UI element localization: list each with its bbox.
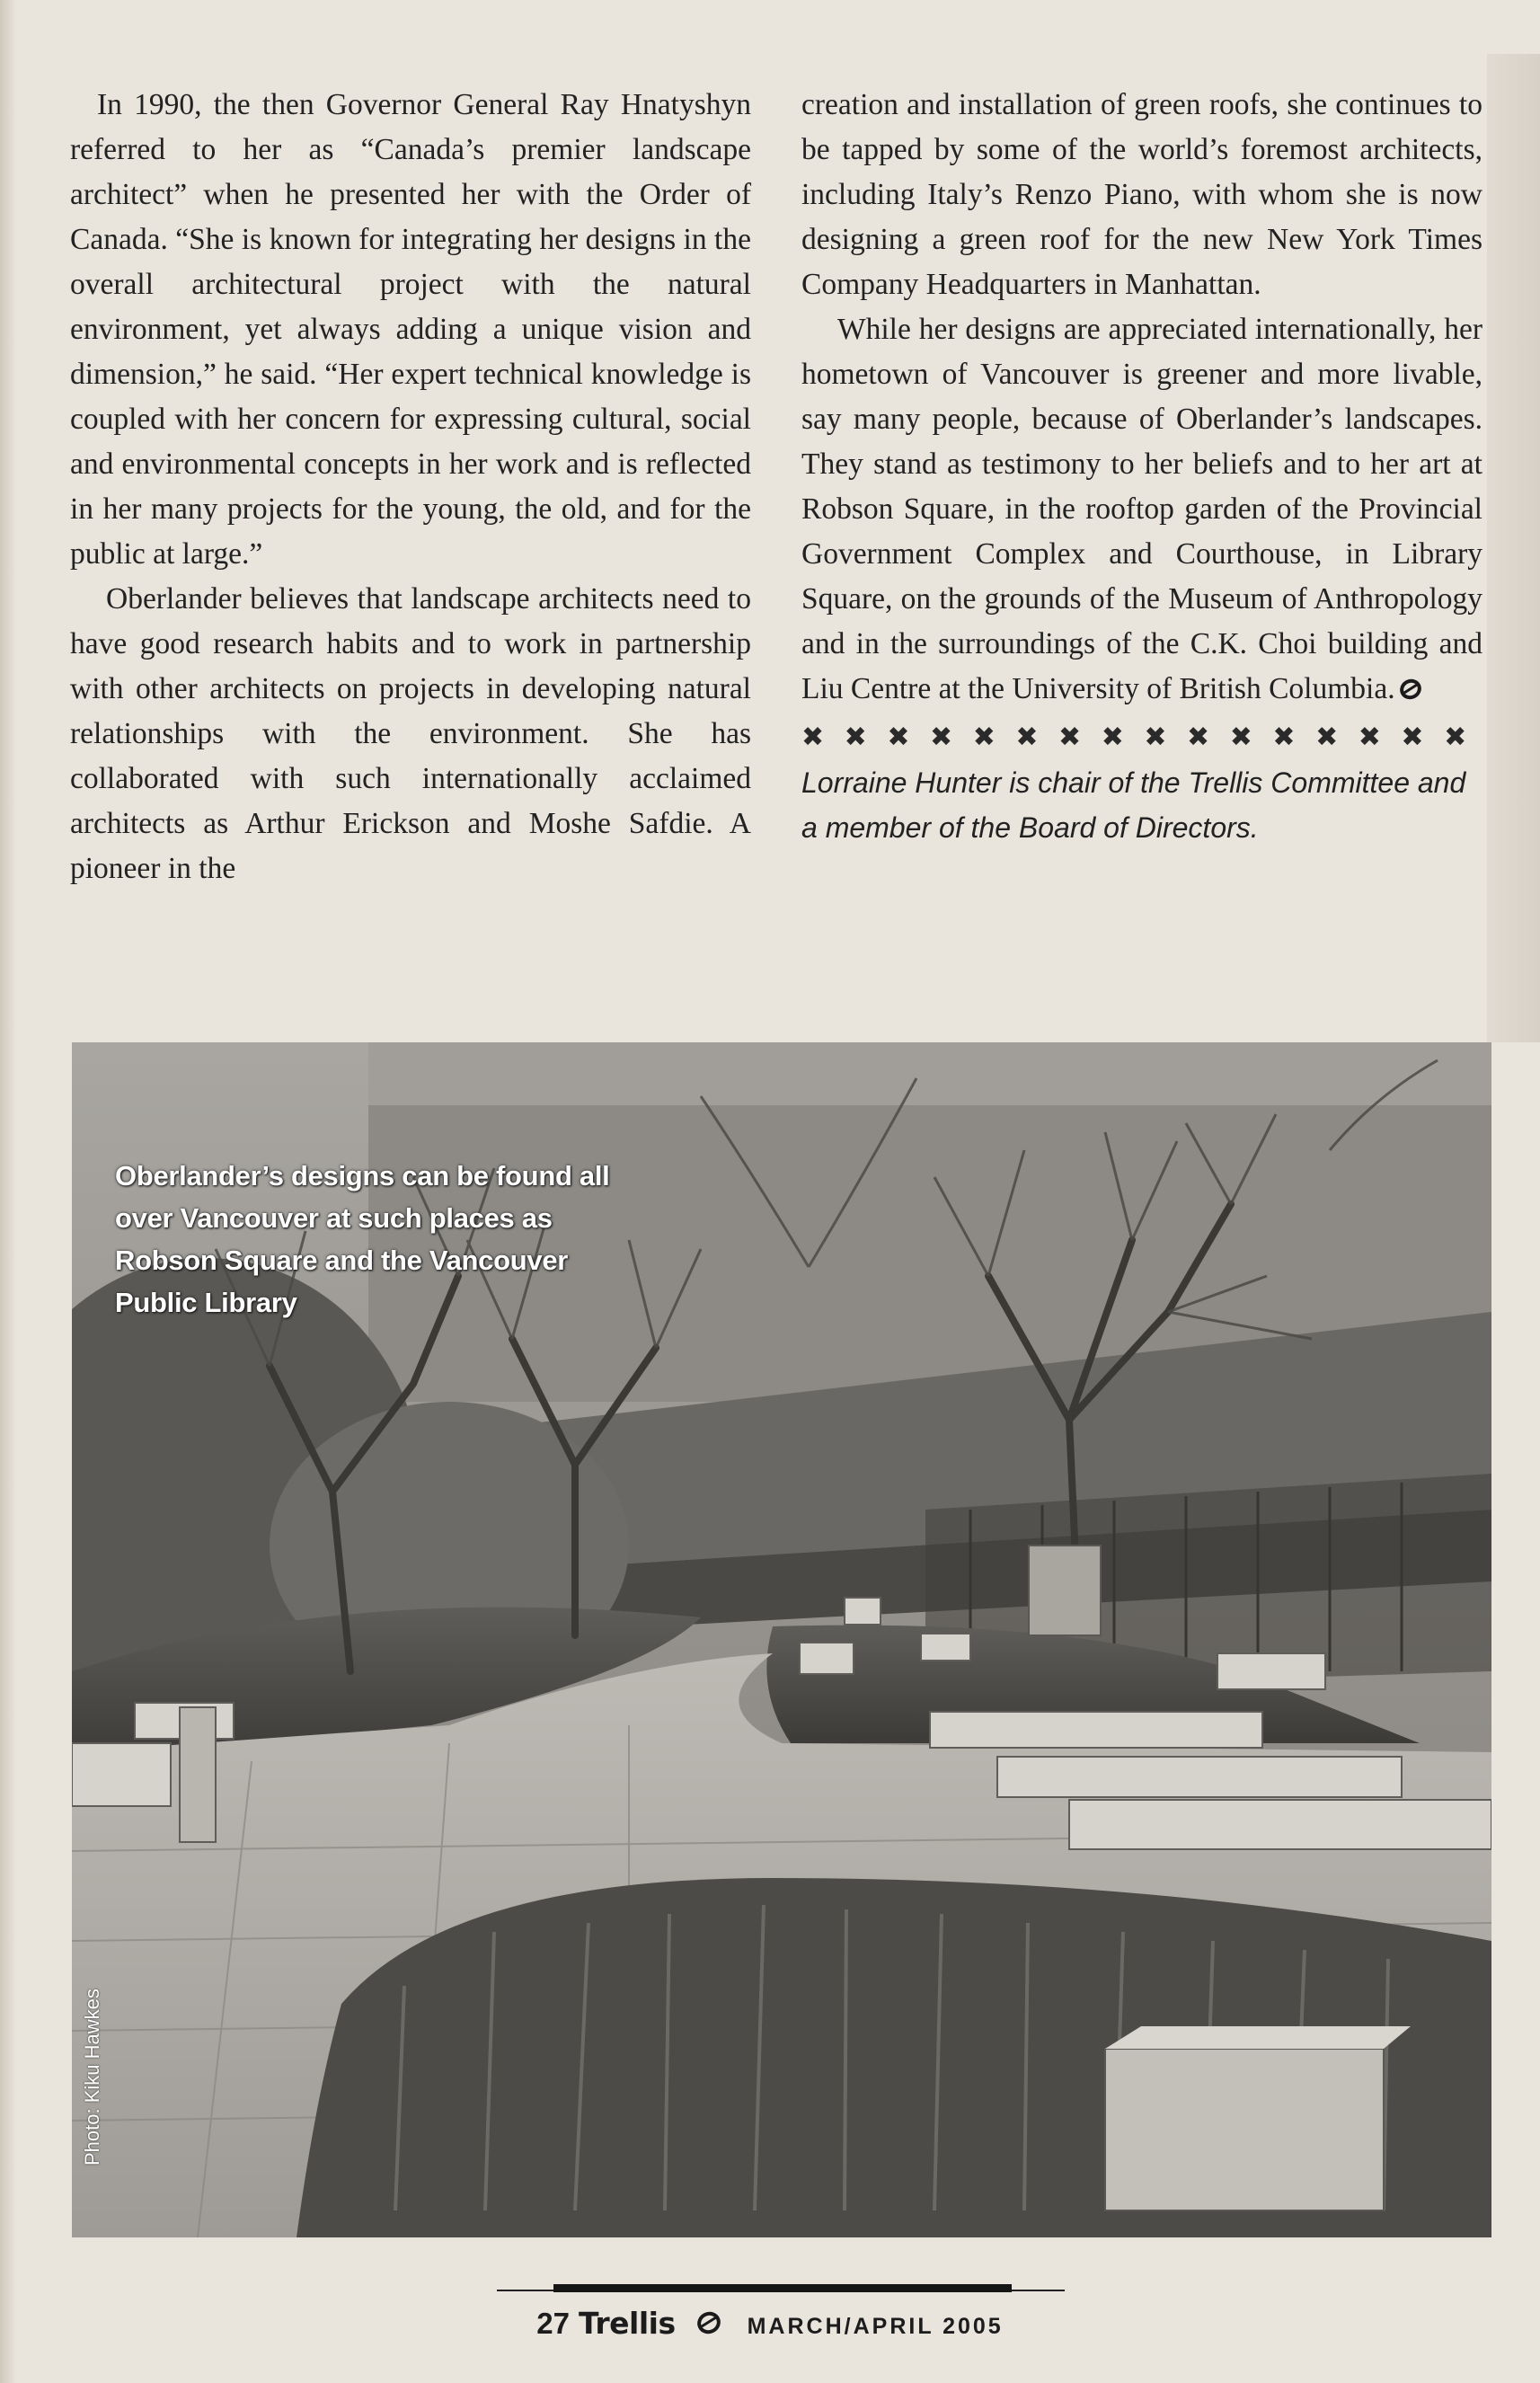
article-column-left	[70, 83, 751, 1031]
page-footer	[0, 2306, 1540, 2341]
trellis-logo-icon	[695, 2309, 722, 2336]
author-byline: Lorraine Hunter is chair of the Trellis Committee and a member of the Board of Directors.	[801, 766, 1466, 844]
robson-square-photo	[72, 1042, 1491, 2237]
section-separator: ✖ ✖ ✖ ✖ ✖ ✖ ✖ ✖ ✖ ✖ ✖ ✖ ✖ ✖ ✖ ✖	[801, 722, 1473, 753]
paragraph-research-habits: Oberlander believes that landscape architects need to have good research habits and to work in partnership with other architects on projects in developing natural relationships with the environment. She has collaborated with such internationally acclaimed architects as Arthur Erickson and Moshe Safdie. A pioneer in the	[70, 582, 751, 885]
paragraph-green-roofs: creation and installation of green roofs, she continues to be tapped by some of the world’s foremost architects, including Italy’s Renzo Piano, with whom she is now designing a green roof for the new New York Times Company Headquarters in Manhattan.	[801, 88, 1482, 301]
article-column-right	[801, 83, 1482, 1031]
article-body	[70, 83, 1482, 1031]
page-edge-shadow	[0, 0, 16, 2383]
facing-page-bleed	[1487, 54, 1540, 1042]
issue-date: MARCH/APRIL 2005	[747, 2314, 1004, 2339]
paragraph-order-of-canada: In 1990, the then Governor General Ray Hnatyshyn referred to her as “Canada’s premier landscape architect” when he presented her with the Order of Canada. “She is known for integrating her designs in the overall architectural project with the natural environment, yet always adding a unique vision and dimension,” he said. “Her expert technical knowledge is coupled with her concern for expressing cultural, social and environmental concepts in her work and is reflected in her many projects for the young, the old, and for the public at large.”	[70, 88, 751, 571]
page-number: 27	[536, 2307, 570, 2340]
footer-rule-bar	[553, 2284, 1012, 2292]
paragraph-vancouver	[801, 307, 1482, 712]
photo-caption: Oberlander’s designs can be found all over Vancouver at such places as Robson Square and the Vancouver Public Library	[115, 1160, 610, 1318]
photo-credit: Photo: Kiku Hawkes	[81, 1989, 103, 2166]
paragraph-vancouver-text: While her designs are appreciated internationally, her hometown of Vancouver is greener and more livable, say many people, because of Oberlander’s landscapes. They stand as testimony to her beliefs and to her art at Robson Square, in the rooftop garden of the Provincial Government Complex and Courthouse, in Library Square, on the grounds of the Museum of Anthropology and in the surroundings of the C.K. Choi building and Liu Centre at the University of British Columbia.	[801, 313, 1482, 705]
trellis-logo-icon	[1399, 678, 1422, 701]
magazine-name: Trellis	[578, 2306, 676, 2341]
